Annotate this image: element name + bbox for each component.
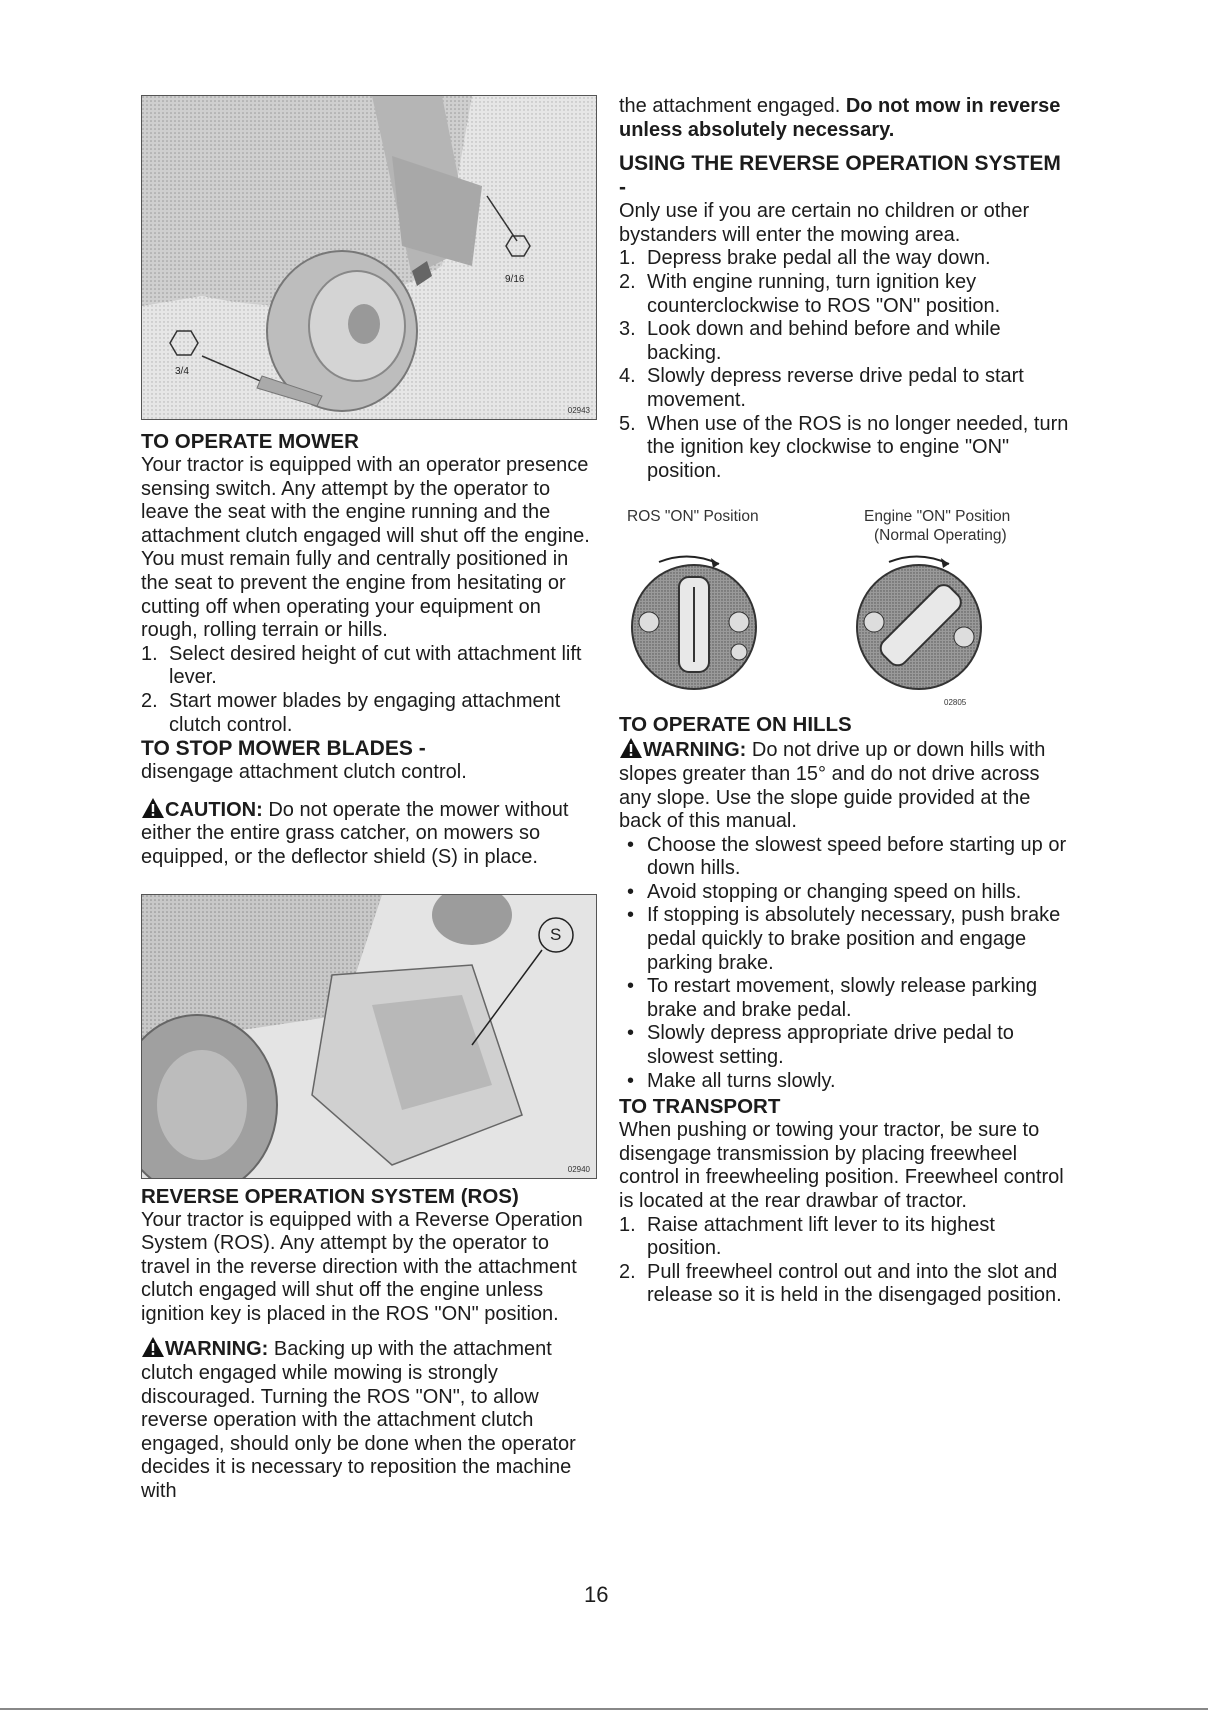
ros-on-label: ROS "ON" Position: [627, 508, 759, 526]
list-item: [141, 690, 597, 737]
figure-code: 02943: [567, 406, 590, 415]
caution-paragraph: [141, 797, 597, 870]
step-text: With engine running, turn ignition key counterclockwise to ROS "ON" position.: [647, 270, 1001, 317]
heading-stop-blades: TO STOP MOWER BLADES -: [141, 737, 426, 761]
bullet-dot: •: [627, 833, 635, 856]
warning-signal-word: WARNING:: [643, 739, 747, 762]
step-number: 2.: [619, 270, 636, 293]
deflector-shield-illustration: [142, 895, 596, 1178]
transport-steps-list: [619, 1214, 1069, 1308]
warning-triangle-icon: [141, 797, 165, 819]
caution-text: Do not operate the mower without either the entire grass catcher, on mowers so equipped, or the deflector shield (S) in place.: [141, 798, 569, 868]
ros-steps-list: [619, 247, 1069, 483]
list-item: [619, 904, 1069, 975]
bullet-dot: •: [627, 904, 635, 927]
step-number: 5.: [619, 412, 636, 435]
step-text: Look down and behind before and while backing.: [647, 318, 1001, 364]
list-item: [619, 318, 1069, 365]
list-item: [619, 271, 1069, 318]
paragraph-using-ros: Only use if you are certain no children or other bystanders will enter the mowing area.: [619, 200, 1030, 246]
figure-label-9-16: 9/16: [505, 274, 525, 285]
bullet-text: Choose the slowest speed before starting up or down hills.: [647, 833, 1067, 880]
step-number: 2.: [141, 689, 158, 712]
bullet-dot: •: [627, 880, 635, 903]
knob-figure-code: 02805: [944, 698, 967, 708]
step-text: Select desired height of cut with attachment lift lever.: [169, 642, 582, 689]
heading-transport: TO TRANSPORT: [619, 1095, 781, 1119]
step-number: 2.: [619, 1260, 636, 1283]
bullet-dot: •: [627, 1069, 635, 1092]
warning-signal-word: WARNING:: [165, 1338, 269, 1361]
bullet-text: If stopping is absolutely necessary, push brake pedal quickly to brake position and engage parking brake.: [647, 904, 1061, 974]
paragraph-continued: [619, 95, 1069, 142]
normal-operating-label: (Normal Operating): [874, 527, 1007, 545]
caution-signal-word: CAUTION:: [165, 798, 263, 821]
list-item: [619, 247, 1069, 271]
step-number: 1.: [619, 1213, 636, 1236]
warning-triangle-icon: [141, 1336, 165, 1358]
heading-operate-mower: TO OPERATE MOWER: [141, 430, 359, 453]
bullet-text: Avoid stopping or changing speed on hills.: [647, 880, 1022, 903]
list-item: [619, 365, 1069, 412]
warning-text: Do not drive up or down hills with slopes greater than 15° and do not drive across any slope. Use the slope guide provided at the back of this manual.: [619, 739, 1046, 833]
list-item: [619, 834, 1069, 881]
heading-ros: REVERSE OPERATION SYSTEM (ROS): [141, 1184, 519, 1208]
paragraph-stop-blades: disengage attachment clutch control.: [141, 761, 467, 784]
step-number: 1.: [141, 642, 158, 665]
list-item: [141, 643, 597, 690]
list-item: [619, 1022, 1069, 1069]
operate-steps-list: [141, 643, 597, 737]
hills-warning-paragraph: [619, 737, 1069, 833]
list-item: [619, 1070, 1069, 1094]
step-text: Raise attachment lift lever to its highest position.: [647, 1213, 995, 1260]
bullet-text: Make all turns slowly.: [647, 1069, 836, 1092]
heading-using-ros: USING THE REVERSE OPERATION SYSTEM -: [619, 152, 1061, 200]
page-number: 16: [584, 1582, 609, 1607]
mower-wheel-figure: [141, 95, 597, 420]
figure-label-3-4: 3/4: [175, 366, 189, 377]
deflector-shield-figure: [141, 894, 597, 1179]
step-number: 3.: [619, 318, 636, 341]
hills-bullet-list: [619, 834, 1069, 1094]
step-number: 4.: [619, 365, 636, 388]
paragraph-transport: When pushing or towing your tractor, be sure to disengage transmission by placing freewheel control in freewheeling position. Freewheel control is located at the rear drawbar of tractor.: [619, 1119, 1064, 1212]
left-column: [141, 95, 597, 1504]
bullet-dot: •: [627, 1022, 635, 1045]
warning-text: Backing up with the attachment clutch engaged while mowing is strongly discouraged. Turning the ROS "ON", to allow reverse operation with the attachment clutch engaged, should only be done when the operator decides it is necessary to reposition the machine with: [141, 1338, 576, 1503]
list-item: [619, 413, 1069, 484]
list-item: [619, 1261, 1069, 1308]
step-text: Slowly depress reverse drive pedal to start movement.: [647, 365, 1024, 411]
shield-label-s: S: [550, 924, 562, 944]
warning-triangle-icon: [619, 737, 643, 759]
step-text: Start mower blades by engaging attachment clutch control.: [169, 689, 561, 736]
step-text: Depress brake pedal all the way down.: [647, 247, 991, 270]
reverse-warning-bold: Do not mow in reverse unless absolutely necessary.: [619, 95, 1061, 141]
step-text: Pull freewheel control out and into the slot and release so it is held in the disengaged position.: [647, 1260, 1062, 1307]
ignition-knobs-illustration: [619, 542, 1069, 707]
heading-hills: TO OPERATE ON HILLS: [619, 713, 852, 737]
paragraph-operate-mower: Your tractor is equipped with an operator presence sensing switch. Any attempt by the operator to leave the seat with the engine running and the attachment clutch engaged will shut off the engine. You must remain fully and centrally positioned in the seat to prevent the engine from hesitating or cutting off when operating your equipment on rough, rolling terrain or hills.: [141, 454, 590, 642]
engine-on-label: Engine "ON" Position: [864, 508, 1011, 526]
step-number: 1.: [619, 247, 636, 270]
warning-paragraph: [141, 1336, 597, 1503]
figure-code: 02940: [567, 1164, 590, 1174]
page-bottom-border: [0, 1708, 1208, 1710]
right-column: [619, 95, 1069, 1308]
bullet-text: To restart movement, slowly release parking brake and brake pedal.: [647, 975, 1038, 1021]
bullet-text: Slowly depress appropriate drive pedal to slowest setting.: [647, 1022, 1014, 1069]
paragraph-ros: Your tractor is equipped with a Reverse Operation System (ROS). Any attempt by the operator to travel in the reverse direction with the attachment clutch engaged will shut off the engine unless ignition key is placed in the ROS "ON" position.: [141, 1208, 583, 1325]
ignition-key-figure: [619, 497, 1069, 707]
list-item: [619, 881, 1069, 905]
continued-text: the attachment engaged.: [619, 95, 846, 117]
step-text: When use of the ROS is no longer needed, turn the ignition key clockwise to engine "ON" position.: [647, 412, 1069, 482]
bullet-dot: •: [627, 975, 635, 998]
mower-wheel-illustration: [142, 96, 596, 419]
list-item: [619, 1214, 1069, 1261]
list-item: [619, 975, 1069, 1022]
